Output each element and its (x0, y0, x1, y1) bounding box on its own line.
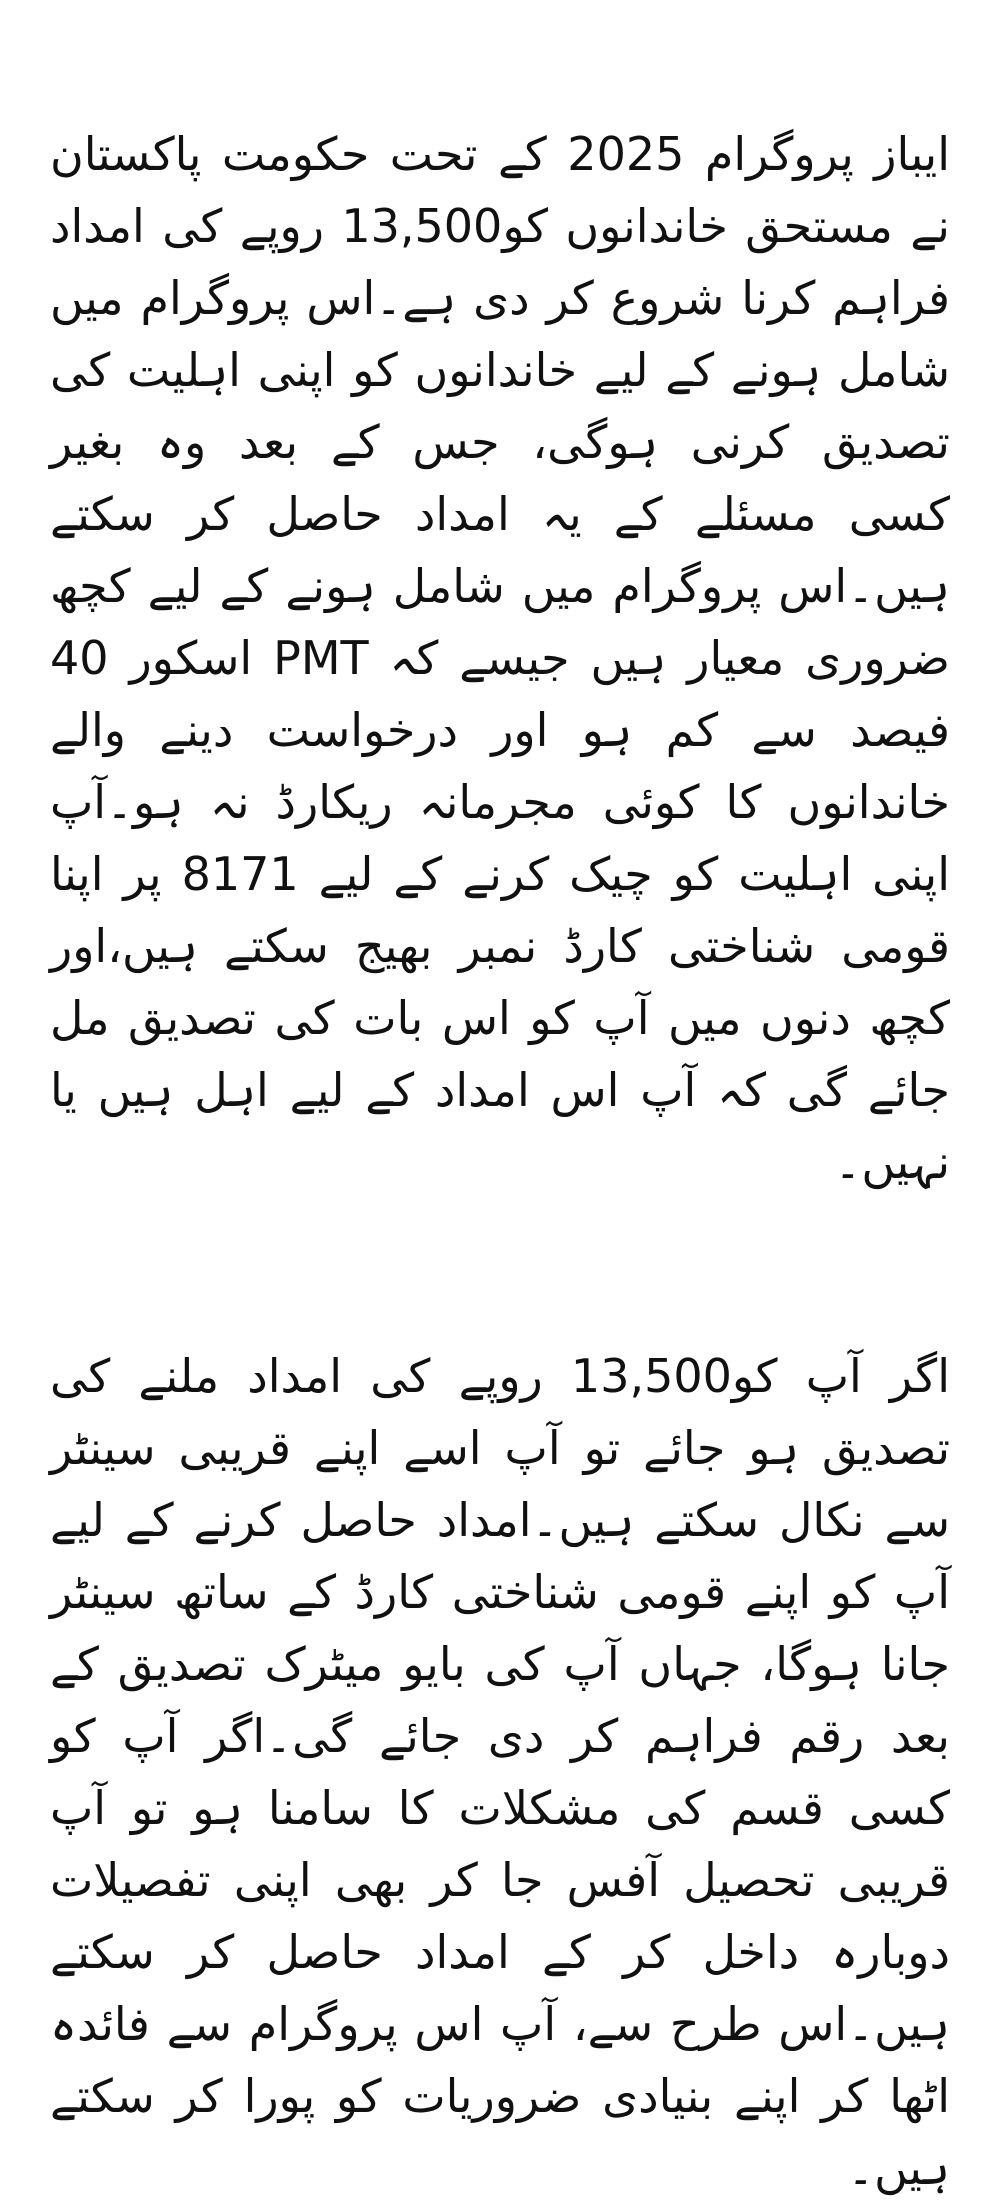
article-paragraph-eligibility: ایباز پروگرام 2025 کے تحت حکومت پاکستان نے مستحق خاندانوں کو13,500 روپے کی امداد فراہم کرنا شروع کر دی ہے۔اس پروگرام میں شامل ہونے کے لیے خاندانوں کو اپنی اہلیت کی تصدیق کرنی ہوگی، جس کے بعد وہ بغیر کسی مسئلے کے یہ امداد حاصل کر سکتے ہیں۔اس پروگرام میں شامل ہونے کے لیے کچھ ضروری معیار ہیں جیسے کہ PMT اسکور 40 فیصد سے کم ہو اور درخواست دینے والے خاندانوں کا کوئی مجرمانہ ریکارڈ نہ ہو۔آپ اپنی اہلیت کو چیک کرنے کے لیے 8171 پر اپنا قومی شناختی کارڈ نمبر بھیج سکتے ہیں،اور کچھ دنوں میں آپ کو اس بات کی تصدیق مل جائے گی کہ آپ اس امداد کے لیے اہل ہیں یا نہیں۔ (50, 127, 950, 1189)
article-paragraph-collection: اگر آپ کو13,500 روپے کی امداد ملنے کی تصدیق ہو جائے تو آپ اسے اپنے قریبی سینٹر سے نکال سکتے ہیں۔امداد حاصل کرنے کے لیے آپ کو اپنے قومی شناختی کارڈ کے ساتھ سینٹر جانا ہوگا، جہاں آپ کی بایو میٹرک تصدیق کے بعد رقم فراہم کر دی جائے گی۔اگر آپ کو کسی قسم کی مشکلات کا سامنا ہو تو آپ قریبی تحصیل آفس جا کر بھی اپنی تفصیلات دوبارہ داخل کر کے امداد حاصل کر سکتے ہیں۔اس طرح سے، آپ اس پروگرام سے فائدہ اٹھا کر اپنے بنیادی ضروریات کو پورا کر سکتے ہیں۔ (50, 1349, 950, 2195)
